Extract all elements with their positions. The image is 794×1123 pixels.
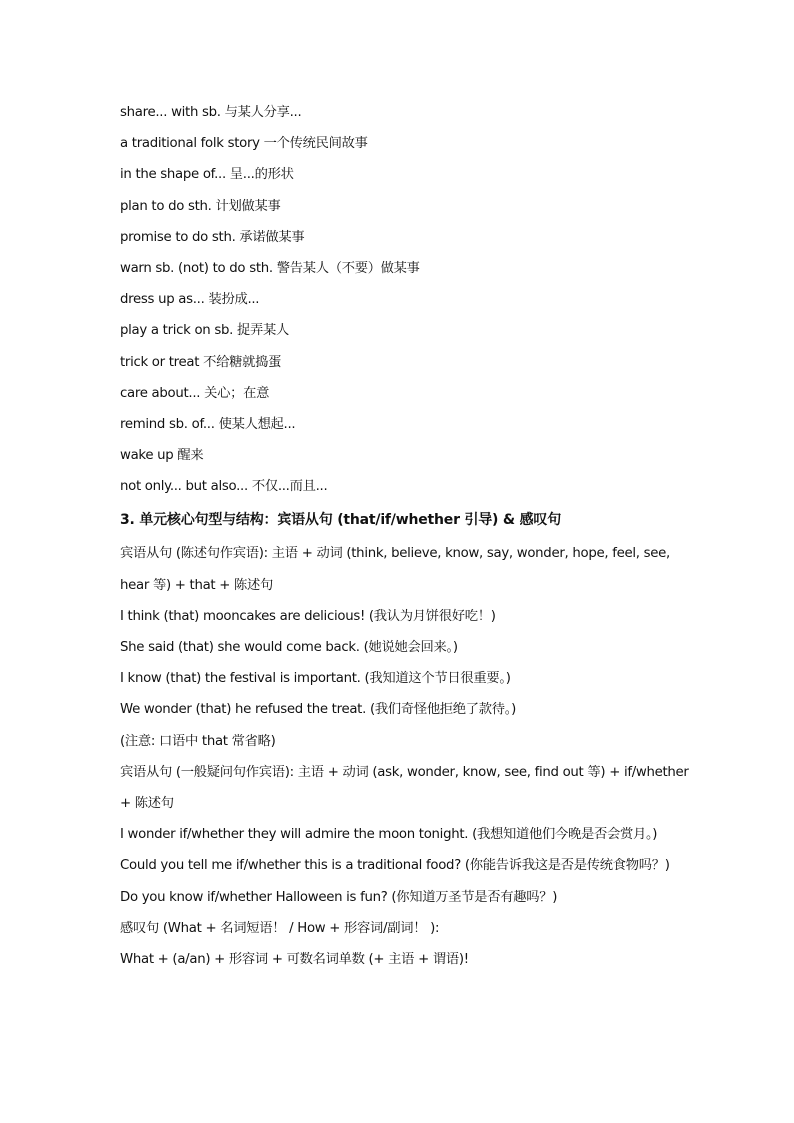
phrase-item: share... with sb. 与某人分享... [120,105,302,120]
phrase-item: a traditional folk story 一个传统民间故事 [120,136,368,152]
example-sentence: I wonder if/whether they will admire the moon tonight. (我想知道他们今晚是否会赏月。) [120,827,658,843]
phrase-item: in the shape of... 呈...的形状 [120,167,294,183]
that-clause-rule: 宾语从句 (陈述句作宾语): 主语 + 动词 (think, believe, know, say, wonder, hope, feel, see, hear 等) + that + 陈述句 [120,546,670,593]
example-sentence: She said (that) she would come back. (她说她会回来。) [120,640,458,656]
grammar-note: (注意: 口语中 that 常省略) [120,733,276,749]
exclamation-pattern: What + (a/an) + 形容词 + 可数名词单数 (+ 主语 + 谓语)! [120,951,469,967]
example-sentence: I know (that) the festival is important. (我知道这个节日很重要。) [120,671,511,687]
phrase-item: wake up 醒来 [120,448,204,464]
phrase-item: promise to do sth. 承诺做某事 [120,229,305,245]
if-clause-rule: 宾语从句 (一般疑问句作宾语): 主语 + 动词 (ask, wonder, know, see, find out 等) + if/whether + 陈述句 [120,764,689,811]
grammar-section [120,538,690,975]
phrase-item: care about... 关心；在意 [120,385,270,401]
example-sentence: Do you know if/whether Halloween is fun? (你知道万圣节是否有趣吗？) [120,889,558,905]
phrase-item: dress up as... 装扮成... [120,292,260,308]
section-heading: 3. 单元核心句型与结构：宾语从句 (that/if/whether 引导) & 感叹句 [120,512,562,529]
example-sentence: I think (that) mooncakes are delicious! (我认为月饼很好吃！) [120,608,496,624]
phrase-item: warn sb. (not) to do sth. 警告某人（不要）做某事 [120,260,420,276]
document-body [120,97,690,975]
example-sentence: We wonder (that) he refused the treat. (我们奇怪他拒绝了款待。) [120,702,517,718]
phrase-item: remind sb. of... 使某人想起... [120,416,296,432]
phrase-item: trick or treat 不给糖就捣蛋 [120,354,282,370]
example-sentence: Could you tell me if/whether this is a traditional food? (你能告诉我这是否是传统食物吗？) [120,858,670,874]
phrase-list [120,97,690,502]
exclamation-rule: 感叹句 (What + 名词短语！ / How + 形容词/副词！ ): [120,920,440,936]
phrase-item: plan to do sth. 计划做某事 [120,198,281,214]
phrase-item: not only... but also... 不仅...而且... [120,479,328,495]
phrase-item: play a trick on sb. 捉弄某人 [120,323,289,339]
